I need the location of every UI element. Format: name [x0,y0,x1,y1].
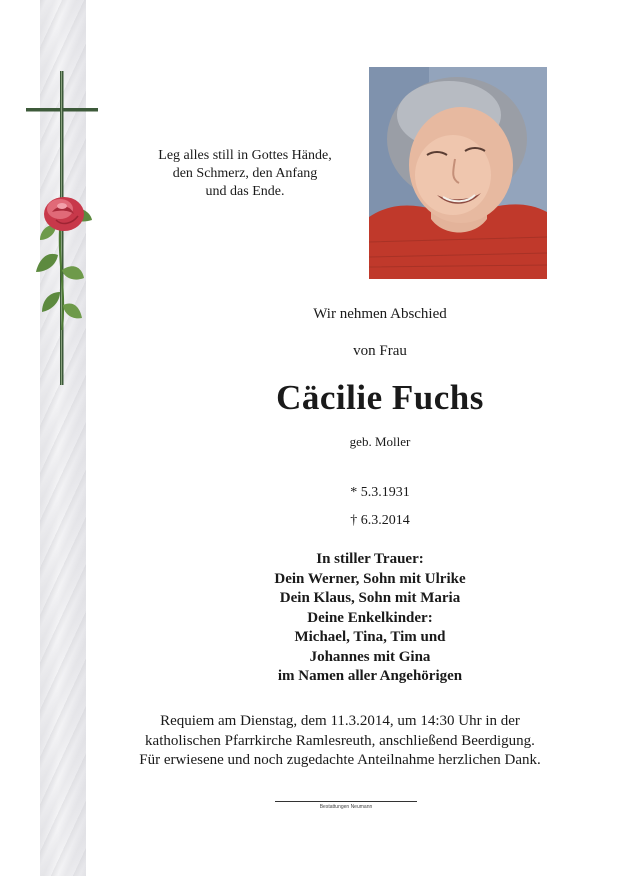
service-line: Requiem am Dienstag, dem 11.3.2014, um 14:30 Uhr in der [160,713,520,729]
mourners-line: im Namen aller Angehörigen [277,668,463,684]
verse-line: und das Ende. [205,184,285,199]
portrait-photo [369,67,547,279]
mourners-line: Michael, Tina, Tim und [294,629,446,645]
deceased-name: Cäcilie Fuchs [276,378,484,417]
service-line: Für erwiesene und noch zugedachte Anteilnahme herzlichen Dank. [139,752,541,768]
mourners-line: Dein Werner, Sohn mit Ulrike [274,570,466,587]
cross-rose-decoration [0,0,120,420]
death-date: † 6.3.2014 [350,513,410,528]
signature-line [275,801,417,802]
mourners-line: Dein Klaus, Sohn mit Maria [279,590,461,606]
undertaker-name: Bestattungen Neumann [319,804,373,810]
service-info [90,712,590,771]
mourners-line: Johannes mit Gina [309,648,431,665]
verse-line: den Schmerz, den Anfang [172,166,318,181]
service-line: katholischen Pfarrkirche Ramlesreuth, anschließend Beerdigung. [145,732,535,749]
mourners-list [165,550,575,687]
verse [120,147,370,201]
verse-line: Leg alles still in Gottes Hände, [158,148,332,163]
mourners-line: In stiller Trauer: [316,551,424,567]
mourners-line: Deine Enkelkinder: [307,609,433,626]
farewell-intro: Wir nehmen Abschied [313,306,447,322]
maiden-name: geb. Moller [349,434,411,449]
from-label: von Frau [353,343,407,359]
rose-icon [36,197,92,330]
birth-date: * 5.3.1931 [350,485,410,500]
